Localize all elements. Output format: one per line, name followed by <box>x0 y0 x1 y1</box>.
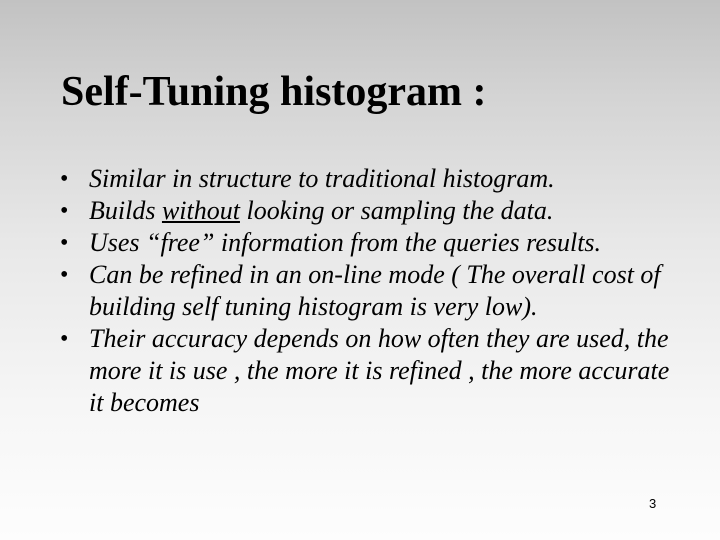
bullet-text: Uses “free” information from the queries results. <box>89 228 602 257</box>
bullet-item <box>60 227 690 259</box>
bullet-text: Similar in structure to traditional histogram. <box>89 164 555 193</box>
slide-title: Self-Tuning histogram : <box>61 69 487 115</box>
bullet-marker: • <box>60 198 69 224</box>
bullet-text-underlined: without <box>161 196 240 225</box>
bullet-text-suffix: looking or sampling the data. <box>239 196 554 225</box>
bullet-item <box>60 163 690 195</box>
bullet-marker: • <box>60 166 69 192</box>
bullet-list <box>60 163 690 419</box>
bullet-item <box>60 259 690 323</box>
bullet-marker: • <box>60 326 69 352</box>
page-number: 3 <box>649 496 657 511</box>
bullet-text: Their accuracy depends on how often they are used, the more it is use , the more it is refined , the more accurate it becomes <box>89 324 670 417</box>
bullet-marker: • <box>60 262 69 288</box>
bullet-text-prefix: Builds <box>89 196 162 225</box>
bullet-text: Can be refined in an on-line mode ( The overall cost of building self tuning histogram is very low). <box>89 260 661 321</box>
bullet-marker: • <box>60 230 69 256</box>
bullet-item <box>60 323 690 419</box>
bullet-item <box>60 195 690 227</box>
